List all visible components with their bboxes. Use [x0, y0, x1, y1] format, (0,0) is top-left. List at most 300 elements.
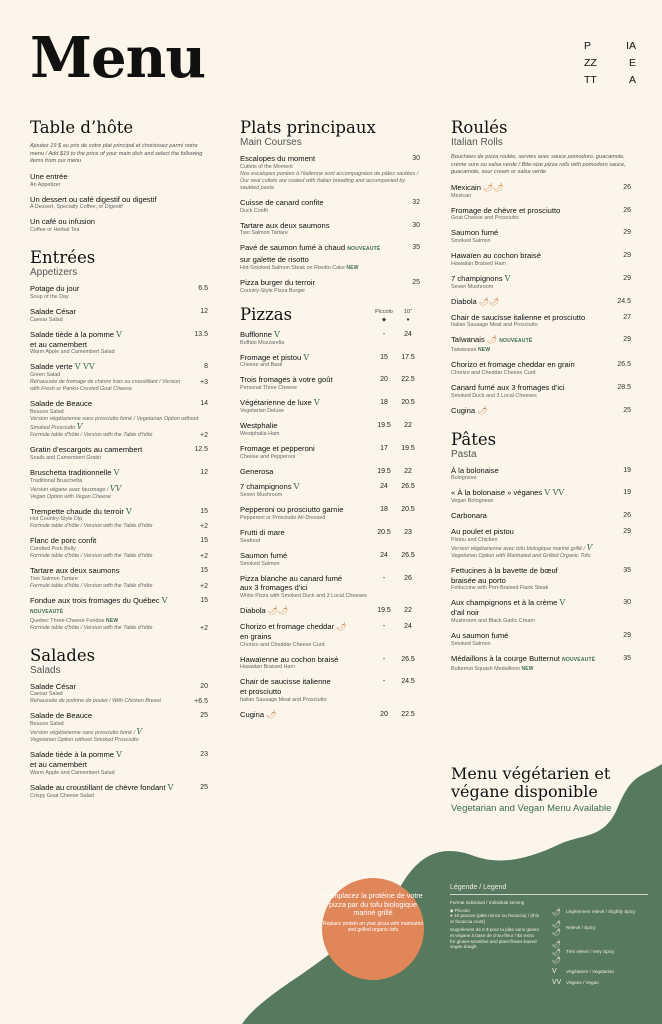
legend-symbol-icon: 🌶	[552, 909, 561, 916]
price-10in: 24	[404, 622, 412, 630]
salades-title: Salades	[30, 645, 96, 665]
menu-item	[240, 677, 420, 704]
item-english: Fettuccine with Port-Braised Flank Steak	[451, 585, 549, 592]
item-price: 19	[623, 466, 631, 474]
pizzas-section	[240, 305, 420, 720]
column-left	[30, 118, 208, 806]
menu-item	[30, 172, 208, 189]
size-10in: 10" ●	[403, 308, 413, 323]
price-10in: 24.5	[401, 678, 415, 686]
new-badge: NOUVEAUTÉ	[347, 246, 381, 253]
pizza-prices	[372, 482, 420, 492]
table-hote-intro: Ajoutez 19 $ au prix de votre plat principal et choisissez parmi notre menu / Add $19 to the price of your main dish and select the following items from our menu	[30, 143, 203, 165]
item-row	[451, 527, 631, 537]
item-english: Buffalo Mozzarella	[240, 339, 285, 346]
menu-item	[451, 598, 631, 625]
item-english: Smoked Salmon	[240, 560, 280, 567]
item-english: Country-Style Pizza Burger	[240, 287, 306, 294]
item-english: Mushroom and Black Garlic Cream	[451, 617, 535, 624]
item-english: Beauce Salad	[30, 721, 64, 728]
item-name: Un dessert ou café digestif ou digestif	[30, 194, 157, 204]
item-row	[240, 154, 420, 164]
item-english: A Dessert, Specialty Coffee, or Digestif	[30, 204, 123, 211]
item-note-row	[30, 553, 208, 560]
item-row	[30, 445, 208, 455]
legend: Légende / Legend Format individuel / Individual serving ◆ Piccolo ● 10 pouces (pâte mince ou focaccia) / (thin or focaccia crust) Supplément de 8 $ pour la pâte sans gluten et végane à base de chou-fleur / $4 extra for gluten-sensitive and plant-flower-based vegan dough 🌶 Légèrement relevé / Slightly Spicy 🌶🌶 Relevé / Spicy 🌶🌶🌶 Très relevé / Very Spicy V Végétarien / Vegetarian VV Végane / Vegan	[450, 884, 648, 990]
item-english: Green Salad	[30, 372, 61, 379]
item-price: 30	[623, 599, 631, 607]
price-piccolo: 24	[380, 483, 388, 491]
vegetarian-icon: V VV	[74, 362, 95, 372]
item-english: Pistou and Chicken	[451, 536, 498, 543]
item-row	[30, 399, 208, 409]
menu-item	[451, 631, 631, 648]
chili-icon: 🌶	[486, 335, 498, 345]
item-price: 25	[623, 406, 631, 414]
item-english: Caesar Salad	[30, 316, 63, 323]
item-english: Crispy Goat Cheese Salad	[30, 792, 94, 799]
menu-item	[30, 195, 208, 212]
chili-icon: 🌶🌶	[267, 606, 289, 616]
menu-item	[451, 251, 631, 268]
item-price: 19	[623, 489, 631, 497]
vegetarian-icon: V	[161, 595, 168, 605]
price-piccolo: 19.5	[377, 467, 391, 475]
item-name: Hawaïen au cochon braisé	[451, 251, 541, 261]
salades-section	[30, 646, 208, 800]
menu-item	[30, 536, 208, 560]
item-price: 30	[412, 221, 420, 229]
item-row	[240, 482, 420, 492]
price-10in: 22	[404, 467, 412, 475]
item-name: Salade de Beauce	[30, 399, 93, 409]
supplement-price: +3	[200, 379, 208, 387]
item-english: Duck Confit	[240, 207, 268, 214]
item-name: Un café ou infusion	[30, 217, 96, 227]
item-name: Fettucines à la bavette de bœuf braisée au porto	[451, 565, 558, 585]
tofu-callout: Remplacez la protéine de votre pizza par du tofu biologique mariné grillé Replace protein on your pizza with marinated and grilled organic tofu	[322, 878, 424, 980]
item-name: Trois fromages à votre goût	[240, 375, 333, 385]
item-english: Hot-Smoked Salmon Steak on Risotto Cake NEW	[240, 264, 359, 271]
price-piccolo: -	[382, 330, 386, 338]
menu-item	[451, 527, 631, 560]
item-name: Taïwanais 🌶 NOUVEAUTÉ	[451, 335, 533, 345]
item-row	[30, 536, 208, 546]
item-english: Goat Cheese and Prosciutto	[451, 215, 519, 222]
item-name: Generosa	[240, 466, 274, 476]
item-row	[451, 654, 631, 666]
item-name: Diabola 🌶🌶	[240, 606, 289, 616]
item-price: 15	[200, 537, 208, 545]
pizza-prices	[372, 467, 420, 477]
item-name: Au saumon fumé	[451, 630, 509, 640]
item-row	[240, 467, 420, 477]
item-name: Hawaïenne au cochon braisé	[240, 654, 339, 664]
supplement-price: +2	[200, 523, 208, 531]
item-price: 25	[200, 712, 208, 720]
price-piccolo: 18	[380, 399, 388, 407]
item-name: Salade tiède à la pomme V et au camembert	[30, 750, 122, 769]
item-price: 14	[200, 400, 208, 408]
item-note: Version végétarienne sans prosciutto fumé / Vegetarian Option without Smoked Prosciutto V	[30, 415, 199, 431]
price-piccolo: 17	[380, 444, 388, 452]
item-row	[240, 375, 420, 385]
menu-item	[451, 228, 631, 245]
item-english: Cheese and Basil	[240, 362, 283, 369]
item-name: Fromage de chèvre et prosciutto	[451, 205, 561, 215]
pizza-prices	[372, 353, 420, 363]
item-english: Cutlets of the Moment	[240, 163, 293, 170]
item-name: Escalopes du moment	[240, 154, 316, 163]
chili-icon: 🌶	[336, 621, 347, 631]
menu-item	[240, 710, 420, 720]
price-10in: 26.5	[401, 551, 415, 559]
roules-intro: Bouchées de pizza roulée, servies avec sauce pomodoro, guacamole, crème sure ou salsa verde / Bite-size pizza rolls with pomodoro sauce, guacamole, sour cream or salsa verde	[451, 154, 626, 176]
item-english: Seven Mushroom	[240, 492, 283, 499]
item-price: 12.5	[194, 445, 208, 453]
item-name: Carbonara	[451, 511, 487, 521]
item-name: Végétarienne de luxe V	[240, 398, 320, 408]
menu-item	[451, 183, 631, 200]
table-hote-note: Formule table d’hôte / Version with the Table d’hôte	[30, 553, 153, 560]
menu-item	[451, 335, 631, 354]
new-badge: NOUVEAUTÉ	[30, 608, 64, 615]
item-price: 26	[623, 183, 631, 191]
item-row	[240, 243, 420, 265]
item-row	[30, 711, 208, 721]
menu-item	[451, 206, 631, 223]
item-english: Smoked Salmon	[451, 238, 491, 245]
item-name: Une entrée	[30, 171, 68, 181]
legend-row	[552, 908, 648, 916]
item-row	[451, 206, 631, 216]
item-name: Salade verte V VV	[30, 362, 95, 372]
item-price: 15	[200, 596, 208, 604]
pizza-prices	[372, 574, 420, 584]
menu-item	[240, 482, 420, 499]
vegetarian-icon: V	[586, 542, 593, 552]
item-row	[451, 251, 631, 261]
entrees-subtitle: Appetizers	[30, 267, 78, 279]
menu-item	[240, 574, 420, 601]
pizza-prices	[372, 528, 420, 538]
new-badge: NOUVEAUTÉ	[499, 338, 533, 345]
item-name: Salade de Beauce	[30, 711, 93, 721]
item-name: Cugina 🌶	[451, 405, 488, 415]
item-row	[30, 596, 208, 618]
chili-icon: 🌶🌶	[478, 296, 500, 306]
item-english: Bolognese	[451, 475, 477, 482]
item-name: À la bolonaise	[451, 465, 499, 475]
menu-item	[240, 154, 420, 192]
pates-section	[451, 430, 631, 673]
item-english: Hot Country-Style Dip	[30, 516, 83, 523]
item-english: Snails and Camembert Gratin	[30, 454, 102, 461]
item-row	[30, 362, 208, 372]
item-english: Coffee or Herbal Tea	[30, 227, 80, 234]
item-name: Tartare aux deux saumons	[30, 566, 120, 576]
table-hote-note: Formule table d’hôte / Version with the Table d’hôte	[30, 624, 153, 631]
item-english: Smoked Salmon	[451, 640, 491, 647]
item-name: Fromage et pistou V	[240, 352, 310, 362]
item-note-row	[30, 432, 208, 439]
pizza-prices	[372, 398, 420, 408]
vegetarian-icon: V	[167, 782, 174, 792]
item-row	[451, 566, 631, 586]
price-10in: 23	[404, 528, 412, 536]
price-10in: 24	[404, 330, 412, 338]
menu-item	[240, 622, 420, 649]
item-name: Chair de saucisse italienne et prosciutto	[451, 312, 586, 322]
item-english: Candied Pork Belly	[30, 546, 76, 553]
item-row	[451, 183, 631, 193]
item-english: Traditional Bruschetta	[30, 477, 83, 484]
item-row	[240, 421, 420, 431]
pizza-prices	[372, 606, 420, 616]
plats-title: Plats principaux	[240, 118, 376, 137]
item-row	[30, 783, 208, 793]
price-10in: 22.5	[401, 710, 415, 718]
menu-item	[30, 711, 208, 744]
vegetarian-menu-subtitle: Vegetarian and Vegan Menu Available	[451, 803, 612, 814]
menu-item	[451, 511, 631, 521]
item-english: Italian Sausage Meat and Prosciutto	[240, 696, 327, 703]
menu-item	[451, 488, 631, 505]
price-10in: 20.5	[401, 506, 415, 514]
item-price: 35	[412, 244, 420, 252]
vegetarian-icon: V	[293, 482, 300, 492]
legend-symbol-icon: 🌶🌶🌶	[552, 941, 561, 964]
menu-item	[30, 362, 208, 393]
item-row	[30, 682, 208, 692]
item-name: Chair de saucisse italienne et prosciutto	[240, 677, 331, 697]
item-price: 35	[623, 654, 631, 662]
item-row	[451, 406, 631, 416]
pates-title: Pâtes	[451, 429, 497, 449]
legend-row	[552, 979, 648, 986]
table-hote-note: Formule table d’hôte / Version with the Table d’hôte	[30, 523, 153, 530]
item-english: Hawaiian Braised Ham	[451, 260, 506, 267]
chili-icon: 🌶🌶	[483, 182, 504, 192]
item-name: Salade tiède à la pomme V et au camembert	[30, 329, 122, 349]
new-badge: NEW	[521, 665, 534, 672]
item-english: Mexican	[451, 192, 472, 199]
item-row	[240, 551, 420, 561]
item-row	[240, 574, 420, 594]
diamond-icon: ◆	[381, 316, 387, 323]
item-note-row	[30, 379, 208, 393]
price-10in: 17.5	[401, 353, 415, 361]
item-price: 25	[412, 278, 420, 286]
item-note-row	[30, 698, 208, 705]
chili-icon: 🌶	[477, 405, 488, 415]
item-english: Taiwanese NEW	[451, 347, 491, 354]
item-name: Fromage et pepperoni	[240, 443, 315, 453]
item-row	[240, 278, 420, 288]
item-note-row	[30, 485, 208, 501]
item-price: 15	[200, 567, 208, 575]
item-row	[451, 313, 631, 323]
item-name: Salade César	[30, 681, 77, 691]
menu-item	[240, 421, 420, 438]
item-english: Quebec Three-Cheese Fondue NEW	[30, 617, 119, 624]
menu-item	[30, 507, 208, 531]
supplement-price: +6.5	[194, 698, 208, 706]
legend-symbol-icon: 🌶🌶	[552, 921, 561, 936]
item-english: Pepperoni or Prosciutto All-Dressed	[240, 514, 326, 521]
item-row	[240, 677, 420, 697]
price-10in: 26.5	[401, 655, 415, 663]
item-price: 29	[623, 229, 631, 237]
item-name: Mexicain 🌶🌶	[451, 182, 504, 192]
table-hote-note: Formule table d’hôte / Version with the Table d’hôte	[30, 582, 153, 589]
item-price: 32	[412, 198, 420, 206]
item-name: Cuisse de canard confite	[240, 197, 324, 207]
item-price: 8	[204, 363, 208, 371]
menu-item	[451, 360, 631, 377]
menu-item	[240, 467, 420, 477]
item-row	[451, 598, 631, 618]
item-row	[451, 383, 631, 393]
legend-row	[552, 940, 648, 964]
vegetarian-icon: V VV	[544, 488, 565, 498]
menu-item	[451, 297, 631, 307]
item-row	[451, 466, 631, 476]
item-name: 7 champignons V	[240, 482, 300, 492]
item-note: Rehaussée de poitrine de poulet / With Chicken Breast	[30, 698, 161, 705]
price-piccolo: -	[382, 622, 386, 630]
roules-title: Roulés	[451, 118, 508, 137]
item-row	[240, 505, 420, 515]
item-name: Médaillons à la courge Butternut NOUVEAUTÉ	[451, 653, 596, 663]
menu-item	[240, 353, 420, 370]
item-price: 26	[623, 512, 631, 520]
item-name: Fondue aux trois fromages du Québec V NOUVEAUTÉ	[30, 595, 168, 615]
item-note-row	[240, 171, 420, 192]
item-price: 29	[623, 252, 631, 260]
item-price: 29	[623, 274, 631, 282]
item-note: Rehaussée de fromage de chèvre frais ou croustillant / Version with Fresh or Panko-Crusted Goat Cheese	[30, 379, 181, 393]
item-row	[451, 228, 631, 238]
item-price: 12	[200, 468, 208, 476]
price-10in: 26	[404, 574, 412, 582]
item-price: 25	[200, 783, 208, 791]
menu-item	[30, 468, 208, 501]
item-row	[240, 710, 420, 720]
item-name: Westphalie	[240, 420, 278, 430]
menu-item	[451, 406, 631, 416]
item-note-row	[30, 523, 208, 530]
menu-item	[451, 654, 631, 673]
item-row	[451, 631, 631, 641]
price-piccolo: -	[382, 574, 386, 582]
item-row	[30, 507, 208, 517]
item-price: 13.5	[194, 330, 208, 338]
vegetarian-icon: V	[313, 398, 320, 408]
item-english: Two Salmon Tartare	[30, 575, 78, 582]
item-name: 7 champignons V	[451, 273, 511, 283]
item-note: Version végétarienne avec tofu biologique mariné grillé / V Vegetarian Option with Marinated and Grilled Organic Tofu	[451, 542, 593, 559]
item-english: Italian Sausage Meat and Prosciutto	[451, 322, 538, 329]
legend-label: Végane / Vegan	[566, 979, 599, 985]
item-row	[451, 274, 631, 284]
legend-label: Légèrement relevé / Slightly Spicy	[566, 909, 636, 915]
menu-title: Menu	[30, 25, 206, 91]
price-piccolo: 24	[380, 551, 388, 559]
item-row	[451, 511, 631, 521]
item-row	[30, 330, 208, 350]
item-note: Nos escalopes panées à l’italienne sont accompagnées de pâtes sautées / Our veal cutlets are coated with Italian breading and accompanied by sautéed pasta	[240, 170, 419, 191]
price-piccolo: 20	[380, 710, 388, 718]
pizza-prices	[372, 655, 420, 665]
menu-item	[240, 243, 420, 272]
salades-subtitle: Salads	[30, 664, 61, 676]
table-hote-title: Table d’hôte	[30, 118, 134, 137]
menu-item	[30, 596, 208, 632]
item-row	[240, 655, 420, 665]
supplement-price: +2	[200, 624, 208, 632]
menu-item	[30, 307, 208, 324]
item-english: Warm Apple and Camembert Salad	[30, 769, 115, 776]
legend-label: Végétarien / Vegetarian	[566, 968, 615, 974]
item-row	[30, 750, 208, 770]
item-price: 15	[200, 507, 208, 515]
menu-item	[30, 783, 208, 800]
menu-item	[451, 313, 631, 330]
item-row	[240, 528, 420, 538]
item-name: Canard fumé aux 3 fromages d’ici	[451, 382, 565, 392]
pizza-prices	[372, 421, 420, 431]
item-price: 27	[623, 313, 631, 321]
menu-item	[451, 566, 631, 593]
vegetarian-icon: V	[76, 421, 83, 431]
item-price: 29	[623, 527, 631, 535]
plats-subtitle: Main Courses	[240, 137, 302, 148]
item-english: White Pizza with Smoked Duck and 3 Local Cheeses	[240, 593, 367, 600]
item-price: 24.5	[617, 297, 631, 305]
item-row	[240, 330, 420, 340]
roules-section	[451, 118, 631, 416]
price-piccolo: 19.5	[377, 607, 391, 615]
new-badge: NEW	[346, 264, 359, 271]
menu-item	[240, 655, 420, 672]
chili-icon: 🌶	[266, 709, 277, 719]
item-row	[451, 360, 631, 370]
menu-item	[240, 198, 420, 215]
legend-symbol-icon: V	[552, 968, 557, 975]
item-note: Version végane avec fauxmage / VV Vegan Option with Vegan Cheese	[30, 483, 122, 500]
item-english: Beauce Salad	[30, 408, 64, 415]
item-english: Personal Three Cheese	[240, 385, 297, 392]
item-price: 23	[200, 751, 208, 759]
entrees-section	[30, 248, 208, 631]
supplement-price: +2	[200, 582, 208, 590]
legend-title: Légende / Legend	[450, 884, 648, 895]
price-10in: 19.5	[401, 444, 415, 452]
circle-icon: ●	[406, 316, 410, 323]
price-piccolo: 18	[380, 506, 388, 514]
item-note-row	[451, 544, 631, 560]
item-english: An Appetizer	[30, 181, 61, 188]
item-english: Soup of the Day	[30, 293, 69, 300]
item-note-row	[30, 416, 208, 432]
item-english: Butternut Squash Medallions NEW	[451, 665, 534, 672]
vegetarian-menu-title: Menu végétarien et végane disponible	[451, 764, 611, 801]
price-10in: 22	[404, 607, 412, 615]
menu-item	[240, 278, 420, 295]
item-name: Bruschetta traditionnelle V	[30, 467, 120, 477]
circle-icon: ●	[450, 913, 453, 919]
